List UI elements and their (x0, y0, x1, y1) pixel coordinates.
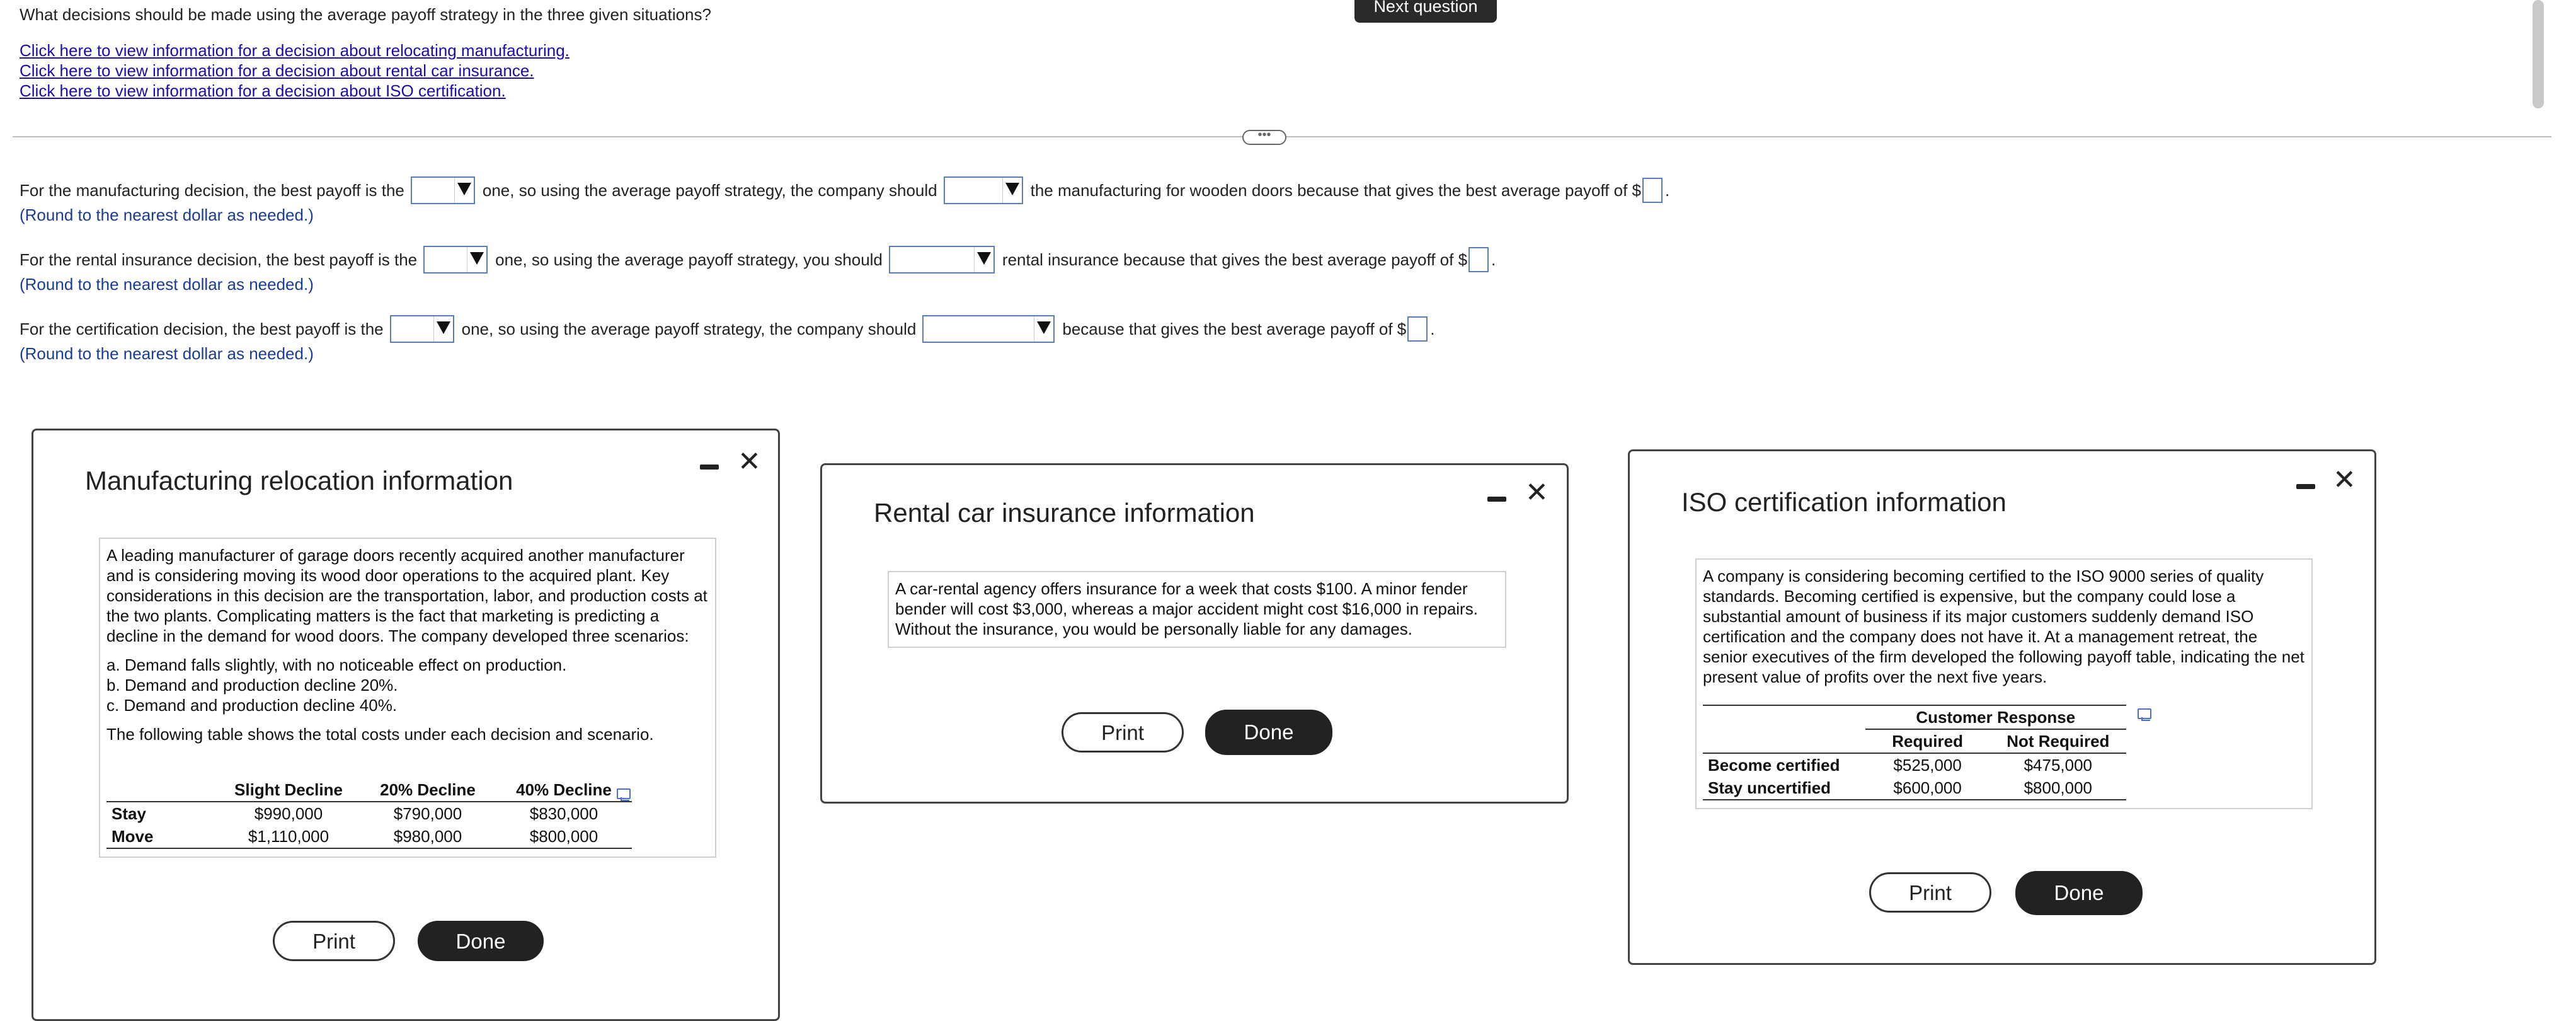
copy-table-icon[interactable] (617, 788, 631, 799)
copy-table-icon[interactable] (2138, 708, 2151, 719)
info-links (20, 40, 570, 101)
table-cell: $830,000 (529, 804, 598, 823)
rental-action-dropdown[interactable] (889, 246, 995, 274)
manufacturing-info-panel (31, 429, 780, 1021)
print-button[interactable]: Print (1062, 712, 1184, 753)
iso-info-panel (1628, 449, 2376, 965)
certification-round-note: (Round to the nearest dollar as needed.) (20, 344, 314, 363)
table-cell: $600,000 (1893, 778, 1962, 797)
certification-text-3: because that gives the best average payoff of $ (1062, 319, 1407, 338)
done-button[interactable]: Done (418, 921, 544, 961)
rental-period: . (1491, 250, 1496, 269)
resize-handle[interactable]: ••• (1242, 130, 1286, 145)
table-header (106, 778, 217, 802)
chevron-down-icon (1037, 321, 1051, 334)
iso-description: A company is considering becoming certified to the ISO 9000 series of quality standards. Becoming certified is expensive, but the company could lose a substantial amount of business if its major customers suddenly demand ISO certification and the company does not have it. At a management retreat, the senior executives of the firm developed the following payoff table, indicating the net present value of profits over the next five years. (1703, 567, 2304, 686)
rental-text-2: one, so using the average payoff strategy, you should (495, 250, 883, 269)
manufacturing-content (99, 538, 716, 858)
certification-payoff-input[interactable] (1407, 316, 1428, 342)
manufacturing-round-note: (Round to the nearest dollar as needed.) (20, 205, 314, 224)
table-cell: $980,000 (393, 827, 462, 846)
minimize-icon[interactable] (700, 464, 719, 470)
table-header: Not Required (2006, 732, 2110, 751)
rental-content (888, 571, 1506, 648)
row-label: Move (112, 827, 154, 846)
close-icon[interactable]: ✕ (2333, 464, 2356, 495)
chevron-down-icon (437, 321, 450, 334)
chevron-down-icon (457, 183, 471, 195)
scrollbar[interactable] (2533, 0, 2544, 108)
print-button[interactable]: Print (1869, 872, 1991, 913)
table-header: 20% Decline (380, 780, 476, 799)
manufacturing-period: . (1665, 180, 1670, 200)
table-cell: $1,110,000 (248, 827, 329, 846)
rental-round-note: (Round to the nearest dollar as needed.) (20, 275, 314, 294)
link-rental-info[interactable]: Click here to view information for a decision about rental car insurance. (20, 61, 534, 80)
row-label: Stay uncertified (1708, 778, 1831, 797)
panel-title: ISO certification information (1681, 487, 2006, 517)
rental-text-3: rental insurance because that gives the best average payoff of $ (1002, 250, 1468, 269)
rental-answer-row (20, 246, 1502, 274)
table-row (106, 802, 632, 825)
manufacturing-text-2: one, so using the average payoff strategy, the company should (482, 180, 937, 200)
scenario-a: a. Demand falls slightly, with no noticeable effect on production. (106, 655, 567, 674)
table-row (1703, 753, 2126, 776)
manufacturing-answer-row (20, 176, 1676, 204)
table-header: Required (1892, 732, 1963, 751)
table-intro: The following table shows the total costs under each decision and scenario. (106, 725, 654, 744)
manufacturing-text-1: For the manufacturing decision, the best payoff is the (20, 180, 404, 200)
manufacturing-action-dropdown[interactable] (944, 176, 1023, 204)
rental-text-1: For the rental insurance decision, the best payoff is the (20, 250, 418, 269)
table-row (1703, 776, 2126, 800)
link-iso-info[interactable]: Click here to view information for a decision about ISO certification. (20, 81, 506, 100)
rental-payoff-input[interactable] (1468, 247, 1489, 272)
iso-content (1695, 558, 2313, 809)
minimize-icon[interactable] (1487, 497, 1506, 502)
manufacturing-payoff-input[interactable] (1642, 178, 1663, 203)
iso-payoff-table (1703, 705, 2126, 800)
table-cell: $990,000 (254, 804, 323, 823)
close-icon[interactable]: ✕ (1525, 477, 1548, 508)
certification-action-dropdown[interactable] (922, 315, 1055, 343)
scenario-c: c. Demand and production decline 40%. (106, 696, 398, 715)
rental-description: A car-rental agency offers insurance for a week that costs $100. A minor fender bender will cost $3,000, whereas a major accident might cost $16,000 in repairs. Without the insurance, you would be personally liable for any damages. (895, 579, 1478, 638)
certification-answer-row (20, 315, 1441, 343)
done-button[interactable]: Done (1205, 710, 1332, 755)
table-header: 40% Decline (516, 780, 612, 799)
panel-title: Rental car insurance information (874, 498, 1255, 528)
rental-info-panel (820, 463, 1569, 804)
print-button[interactable]: Print (273, 921, 395, 961)
panel-title: Manufacturing relocation information (85, 466, 513, 495)
scenario-b: b. Demand and production decline 20%. (106, 676, 398, 695)
certification-text-1: For the certification decision, the best payoff is the (20, 319, 384, 338)
chevron-down-icon (1005, 183, 1019, 195)
rental-payoff-dropdown[interactable] (423, 246, 488, 274)
done-button[interactable]: Done (2015, 871, 2143, 915)
manufacturing-payoff-dropdown[interactable] (411, 176, 475, 204)
table-row (106, 825, 632, 848)
question-text: What decisions should be made using the average payoff strategy in the three given situations? (20, 5, 711, 24)
chevron-down-icon (977, 252, 991, 265)
table-cell: $475,000 (2024, 756, 2093, 775)
manufacturing-text-3: the manufacturing for wooden doors because that gives the best average payoff of $ (1030, 180, 1641, 200)
table-cell: $790,000 (393, 804, 462, 823)
table-header: Slight Decline (234, 780, 343, 799)
table-cell: $525,000 (1893, 756, 1962, 775)
certification-payoff-dropdown[interactable] (390, 315, 454, 343)
next-question-button[interactable]: Next question (1354, 0, 1497, 23)
table-cell: $800,000 (2024, 778, 2093, 797)
row-label: Stay (112, 804, 146, 823)
certification-text-2: one, so using the average payoff strategy, the company should (461, 319, 917, 338)
minimize-icon[interactable] (2296, 484, 2315, 489)
manufacturing-cost-table (106, 778, 632, 849)
row-label: Become certified (1708, 756, 1840, 775)
close-icon[interactable]: ✕ (738, 446, 761, 477)
table-group-header: Customer Response (1865, 705, 2126, 729)
link-manufacturing-info[interactable]: Click here to view information for a decision about relocating manufacturing. (20, 41, 570, 60)
table-cell: $800,000 (529, 827, 598, 846)
table-header (1703, 729, 1865, 753)
certification-period: . (1430, 319, 1435, 338)
chevron-down-icon (470, 252, 484, 265)
manufacturing-description: A leading manufacturer of garage doors recently acquired another manufacturer and is considering moving its wood door operations to the acquired plant. Key considerations in this decision are the transportation, labor, and production costs at the two plants. Complicating matters is the fact that marketing is predicting a decline in the demand for wood doors. The company developed three scenarios: (106, 546, 707, 645)
